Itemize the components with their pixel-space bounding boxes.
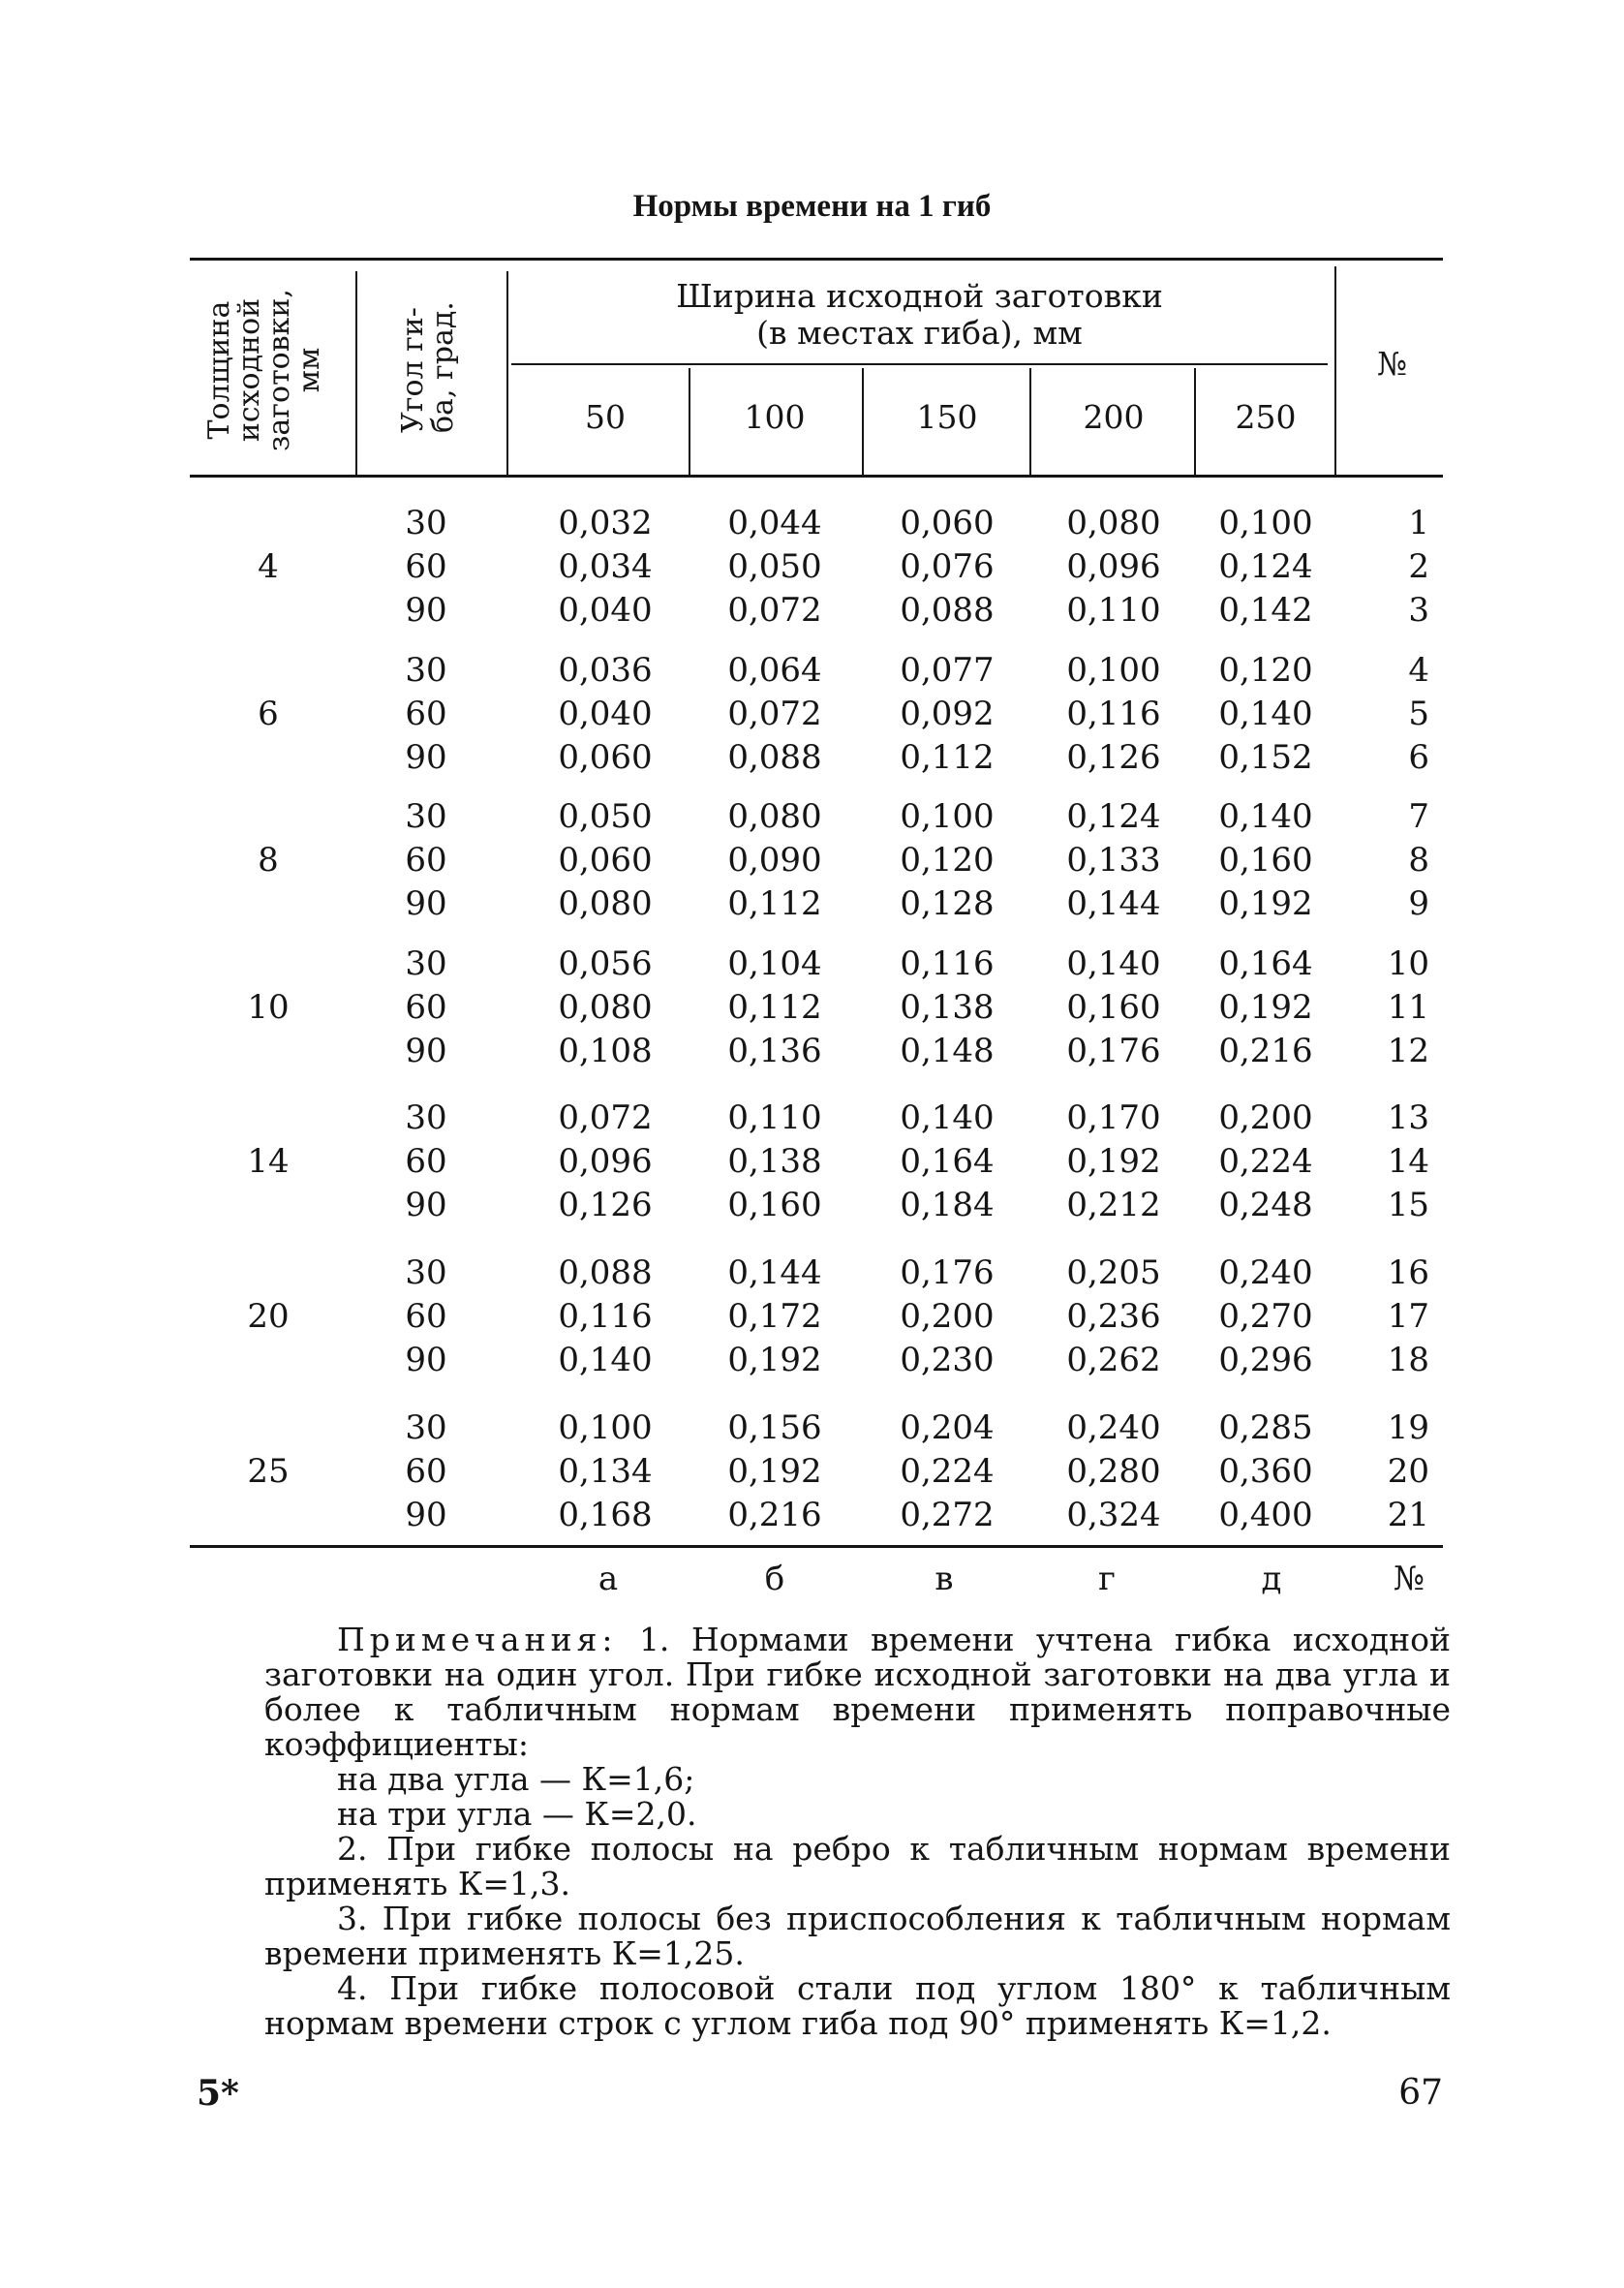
value-cell: 0,360: [1218, 1452, 1313, 1491]
row-number-cell: 3: [1408, 591, 1429, 630]
value-cell: 0,248: [1218, 1186, 1313, 1224]
column-letter: №: [1393, 1560, 1425, 1598]
thickness-cell: 14: [247, 1142, 290, 1181]
column-letter: г: [1098, 1560, 1116, 1598]
note-1: 1. Нормами времени учтена гибка исходной заготовки на один угол. При гибке исходной заготовки на два угла и более к табличным нормам времени применять поправочные коэффициенты:: [264, 1621, 1451, 1763]
value-cell: 0,060: [558, 841, 653, 880]
value-cell: 0,072: [727, 695, 822, 733]
value-cell: 0,140: [900, 1098, 995, 1137]
value-cell: 0,160: [1066, 988, 1161, 1027]
value-cell: 0,060: [900, 504, 995, 542]
value-cell: 0,200: [1218, 1098, 1313, 1137]
value-cell: 0,200: [900, 1297, 995, 1336]
value-cell: 0,116: [900, 944, 995, 983]
value-cell: 0,040: [558, 591, 653, 630]
value-cell: 0,076: [900, 547, 995, 586]
header-divider: [1029, 368, 1031, 475]
value-cell: 0,144: [1066, 884, 1161, 923]
row-number-cell: 8: [1408, 841, 1429, 880]
value-cell: 0,080: [727, 797, 822, 836]
value-cell: 0,110: [1066, 591, 1161, 630]
value-cell: 0,080: [1066, 504, 1161, 542]
header-width-200: 200: [1083, 398, 1145, 436]
angle-cell: 60: [405, 547, 447, 586]
value-cell: 0,272: [900, 1496, 995, 1534]
row-number-cell: 15: [1387, 1186, 1429, 1224]
angle-cell: 30: [405, 1408, 447, 1447]
row-number-cell: 7: [1408, 797, 1429, 836]
angle-cell: 60: [405, 695, 447, 733]
angle-cell: 90: [405, 738, 447, 777]
value-cell: 0,176: [1066, 1032, 1161, 1070]
value-cell: 0,050: [558, 797, 653, 836]
value-cell: 0,112: [727, 884, 822, 923]
table-top-rule: [190, 258, 1443, 261]
notes-lead: Примечания:: [337, 1621, 618, 1658]
value-cell: 0,236: [1066, 1297, 1161, 1336]
value-cell: 0,224: [900, 1452, 995, 1491]
value-cell: 0,400: [1218, 1496, 1313, 1534]
value-cell: 0,056: [558, 944, 653, 983]
value-cell: 0,164: [1218, 944, 1313, 983]
value-cell: 0,116: [558, 1297, 653, 1336]
value-cell: 0,192: [1218, 884, 1313, 923]
value-cell: 0,092: [900, 695, 995, 733]
value-cell: 0,128: [900, 884, 995, 923]
value-cell: 0,156: [727, 1408, 822, 1447]
value-cell: 0,140: [1066, 944, 1161, 983]
value-cell: 0,192: [727, 1341, 822, 1379]
header-width-group: Ширина исходной заготовки (в местах гиба), мм: [676, 277, 1163, 352]
value-cell: 0,172: [727, 1297, 822, 1336]
row-number-cell: 17: [1387, 1297, 1429, 1336]
row-number-cell: 10: [1387, 944, 1429, 983]
value-cell: 0,088: [900, 591, 995, 630]
angle-cell: 90: [405, 1341, 447, 1379]
value-cell: 0,088: [558, 1253, 653, 1292]
angle-cell: 60: [405, 1297, 447, 1336]
value-cell: 0,126: [1066, 738, 1161, 777]
page-number: 67: [1398, 2073, 1443, 2113]
row-number-cell: 12: [1387, 1032, 1429, 1070]
header-width-50: 50: [585, 398, 626, 436]
value-cell: 0,285: [1218, 1408, 1313, 1447]
value-cell: 0,164: [900, 1142, 995, 1181]
column-letter: в: [935, 1560, 954, 1598]
value-cell: 0,112: [900, 738, 995, 777]
row-number-cell: 9: [1408, 884, 1429, 923]
angle-cell: 90: [405, 591, 447, 630]
value-cell: 0,270: [1218, 1297, 1313, 1336]
value-cell: 0,296: [1218, 1341, 1313, 1379]
value-cell: 0,090: [727, 841, 822, 880]
value-cell: 0,140: [558, 1341, 653, 1379]
column-letter: б: [764, 1560, 785, 1598]
angle-cell: 60: [405, 1142, 447, 1181]
angle-cell: 30: [405, 944, 447, 983]
value-cell: 0,262: [1066, 1341, 1161, 1379]
value-cell: 0,212: [1066, 1186, 1161, 1224]
header-divider: [862, 368, 864, 475]
row-number-cell: 4: [1408, 651, 1429, 690]
header-width-150: 150: [916, 398, 978, 436]
value-cell: 0,120: [900, 841, 995, 880]
header-divider: [689, 368, 690, 475]
value-cell: 0,140: [1218, 695, 1313, 733]
header-thickness: Толщина исходной заготовки, мм: [202, 289, 326, 451]
value-cell: 0,324: [1066, 1496, 1161, 1534]
note-3: 3. При гибке полосы без приспособления к табличным нормам времени применять К=1,25.: [264, 1900, 1451, 1972]
header-sub-rule: [511, 363, 1328, 365]
angle-cell: 90: [405, 1496, 447, 1534]
value-cell: 0,080: [558, 884, 653, 923]
value-cell: 0,204: [900, 1408, 995, 1447]
row-number-cell: 20: [1387, 1452, 1429, 1491]
value-cell: 0,216: [727, 1496, 822, 1534]
value-cell: 0,064: [727, 651, 822, 690]
value-cell: 0,100: [900, 797, 995, 836]
angle-cell: 90: [405, 1032, 447, 1070]
value-cell: 0,034: [558, 547, 653, 586]
value-cell: 0,050: [727, 547, 822, 586]
value-cell: 0,133: [1066, 841, 1161, 880]
value-cell: 0,160: [1218, 841, 1313, 880]
row-number-cell: 19: [1387, 1408, 1429, 1447]
thickness-cell: 20: [247, 1297, 290, 1336]
note-1a: на два угла — К=1,6;: [337, 1760, 695, 1798]
angle-cell: 90: [405, 1186, 447, 1224]
value-cell: 0,148: [900, 1032, 995, 1070]
value-cell: 0,142: [1218, 591, 1313, 630]
header-divider: [1194, 368, 1196, 475]
column-letter: а: [598, 1560, 619, 1598]
angle-cell: 30: [405, 651, 447, 690]
row-number-cell: 16: [1387, 1253, 1429, 1292]
value-cell: 0,120: [1218, 651, 1313, 690]
header-num: №: [1376, 345, 1408, 383]
value-cell: 0,192: [1218, 988, 1313, 1027]
note-1b: на три угла — К=2,0.: [337, 1795, 697, 1833]
header-width-100: 100: [744, 398, 806, 436]
value-cell: 0,168: [558, 1496, 653, 1534]
thickness-cell: 8: [258, 841, 279, 880]
row-number-cell: 2: [1408, 547, 1429, 586]
value-cell: 0,140: [1218, 797, 1313, 836]
value-cell: 0,230: [900, 1341, 995, 1379]
thickness-cell: 10: [247, 988, 290, 1027]
value-cell: 0,060: [558, 738, 653, 777]
column-letter: д: [1261, 1560, 1282, 1598]
value-cell: 0,192: [727, 1452, 822, 1491]
value-cell: 0,104: [727, 944, 822, 983]
row-number-cell: 11: [1387, 988, 1429, 1027]
angle-cell: 60: [405, 841, 447, 880]
row-number-cell: 1: [1408, 504, 1429, 542]
value-cell: 0,036: [558, 651, 653, 690]
value-cell: 0,136: [727, 1032, 822, 1070]
value-cell: 0,072: [727, 591, 822, 630]
thickness-cell: 6: [258, 695, 279, 733]
angle-cell: 60: [405, 1452, 447, 1491]
row-number-cell: 14: [1387, 1142, 1429, 1181]
row-number-cell: 21: [1387, 1496, 1429, 1534]
value-cell: 0,077: [900, 651, 995, 690]
value-cell: 0,124: [1066, 797, 1161, 836]
value-cell: 0,224: [1218, 1142, 1313, 1181]
table-bottom-rule: [190, 1545, 1443, 1548]
value-cell: 0,112: [727, 988, 822, 1027]
value-cell: 0,096: [558, 1142, 653, 1181]
value-cell: 0,100: [1066, 651, 1161, 690]
thickness-cell: 4: [258, 547, 279, 586]
value-cell: 0,240: [1218, 1253, 1313, 1292]
value-cell: 0,192: [1066, 1142, 1161, 1181]
value-cell: 0,124: [1218, 547, 1313, 586]
value-cell: 0,205: [1066, 1253, 1161, 1292]
header-angle: Угол ги- ба, град.: [396, 301, 460, 433]
value-cell: 0,072: [558, 1098, 653, 1137]
note-2: 2. При гибке полосы на ребро к табличным нормам времени применять К=1,3.: [264, 1830, 1451, 1902]
value-cell: 0,080: [558, 988, 653, 1027]
value-cell: 0,138: [900, 988, 995, 1027]
value-cell: 0,240: [1066, 1408, 1161, 1447]
value-cell: 0,096: [1066, 547, 1161, 586]
header-divider: [506, 271, 508, 475]
row-number-cell: 6: [1408, 738, 1429, 777]
header-divider: [355, 271, 357, 475]
value-cell: 0,184: [900, 1186, 995, 1224]
value-cell: 0,134: [558, 1452, 653, 1491]
value-cell: 0,088: [727, 738, 822, 777]
header-divider: [1334, 266, 1336, 475]
note-4: 4. При гибке полосовой стали под углом 180° к табличным нормам времени строк с углом гиба под 90° применять К=1,2.: [264, 1969, 1451, 2042]
value-cell: 0,176: [900, 1253, 995, 1292]
value-cell: 0,280: [1066, 1452, 1161, 1491]
value-cell: 0,110: [727, 1098, 822, 1137]
header-bottom-rule: [190, 475, 1443, 478]
value-cell: 0,100: [1218, 504, 1313, 542]
thickness-cell: 25: [247, 1452, 290, 1491]
value-cell: 0,126: [558, 1186, 653, 1224]
angle-cell: 30: [405, 1253, 447, 1292]
value-cell: 0,160: [727, 1186, 822, 1224]
value-cell: 0,138: [727, 1142, 822, 1181]
signature-mark: 5*: [197, 2073, 239, 2114]
row-number-cell: 13: [1387, 1098, 1429, 1137]
angle-cell: 30: [405, 1098, 447, 1137]
value-cell: 0,032: [558, 504, 653, 542]
value-cell: 0,170: [1066, 1098, 1161, 1137]
value-cell: 0,108: [558, 1032, 653, 1070]
value-cell: 0,044: [727, 504, 822, 542]
value-cell: 0,040: [558, 695, 653, 733]
angle-cell: 90: [405, 884, 447, 923]
value-cell: 0,144: [727, 1253, 822, 1292]
page-title: Нормы времени на 1 гиб: [632, 189, 992, 224]
row-number-cell: 5: [1408, 695, 1429, 733]
value-cell: 0,100: [558, 1408, 653, 1447]
value-cell: 0,116: [1066, 695, 1161, 733]
angle-cell: 60: [405, 988, 447, 1027]
value-cell: 0,216: [1218, 1032, 1313, 1070]
notes: [264, 1623, 1451, 2041]
angle-cell: 30: [405, 504, 447, 542]
value-cell: 0,152: [1218, 738, 1313, 777]
angle-cell: 30: [405, 797, 447, 836]
header-width-250: 250: [1235, 398, 1297, 436]
row-number-cell: 18: [1387, 1341, 1429, 1379]
